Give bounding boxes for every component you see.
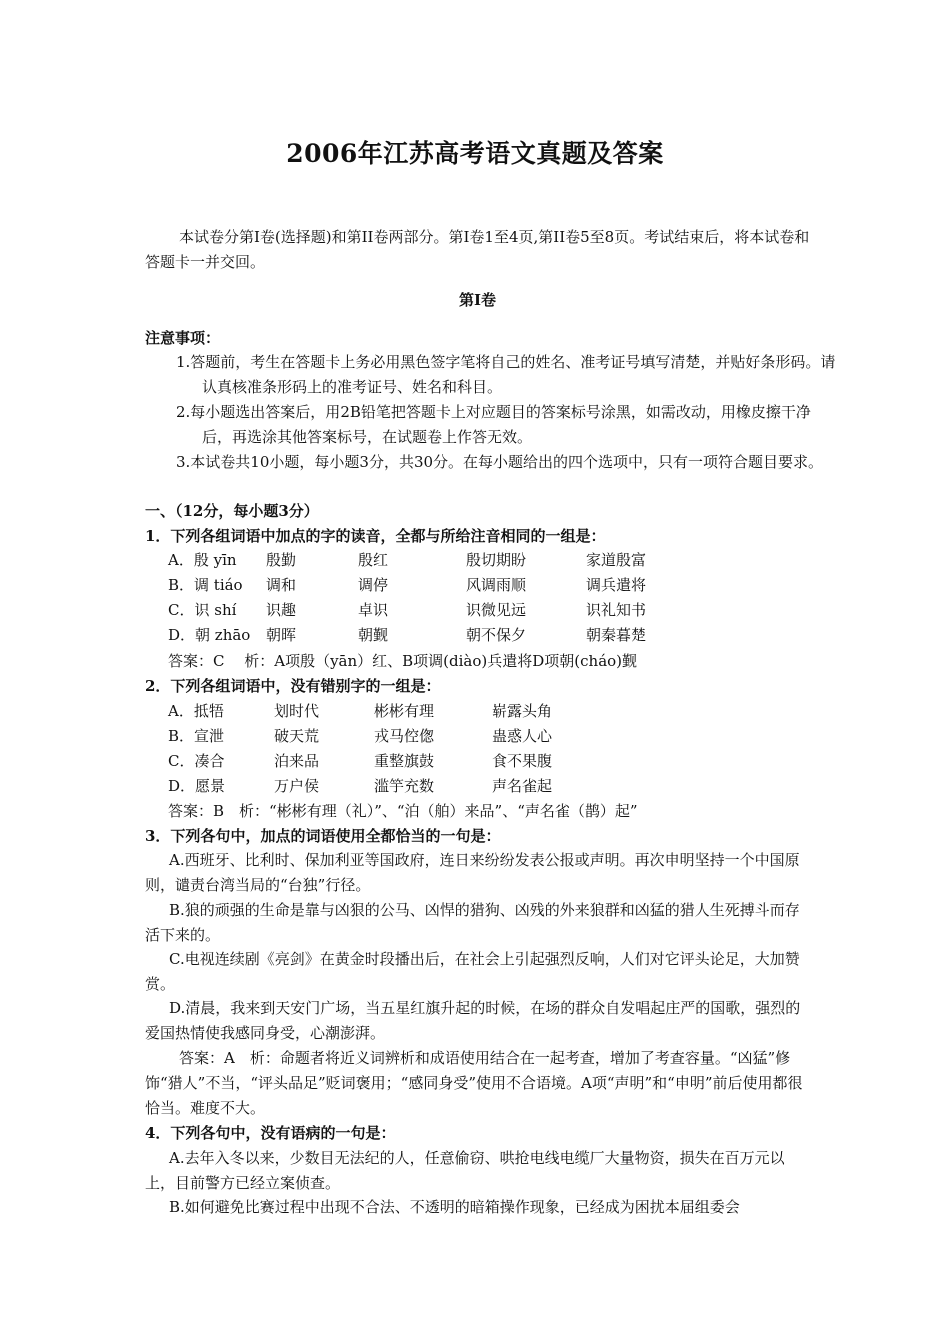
notice-item: 2.每小题选出答案后，用2B铅笔把答题卡上对应题目的答案标号涂黑，如需改动，用橡皮擦干净后，再选涂其他答案标号，在试题卷上作答无效。: [176, 403, 811, 446]
option-row: A．抵牾 划时代 彬彬有理 崭露头角: [168, 702, 553, 720]
question-stem: 3．下列各句中，加点的词语使用全都恰当的一句是：: [145, 827, 501, 845]
question-stem: 2．下列各组词语中，没有错别字的一组是：: [145, 677, 441, 695]
question-stem: 1．下列各组词语中加点的字的读音，全都与所给注音相同的一组是：: [145, 527, 606, 545]
option-row: B．宣泄 破天荒 戎马倥偬 蛊惑人心: [168, 727, 553, 745]
notice-item: 1.答题前，考生在答题卡上务必用黑色签字笔将自己的姓名、准考证号填写清楚，并贴好条形码。请认真核准条形码上的准考证号、姓名和科目。: [176, 353, 836, 396]
option-row: C．识 shí 识趣 卓识 识微见远 识礼知书: [168, 601, 647, 619]
option-paragraph: A.西班牙、比利时、保加利亚等国政府，连日来纷纷发表公报或声明。再次申明坚持一个中国原则，谴责台湾当局的“台独”行径。: [145, 851, 800, 894]
option-paragraph: D.清晨，我来到天安门广场，当五星红旗升起的时候，在场的群众自发唱起庄严的国歌，强烈的爱国热情使我感同身受，心潮澎湃。: [145, 999, 801, 1042]
answer-paragraph: 答案：A 析：命题者将近义词辨析和成语使用结合在一起考查，增加了考查容量。“凶猛”修饰“猎人”不当，“评头品足”贬词褒用；“感同身受”使用不合语境。A项“声明”和“申明”前后使用都很恰当。难度不大。: [145, 1049, 803, 1117]
page-title: 2006年江苏高考语文真题及答案: [286, 139, 664, 168]
option-row: D．朝 zhāo 朝晖 朝觐 朝不保夕 朝秦暮楚: [168, 626, 647, 644]
option-row: A．殷 yīn 殷勤 殷红 殷切期盼 家道殷富: [168, 551, 647, 569]
answer-line: 答案：C 析：A项殷（yān）红、B项调(diào)兵遣将D项朝(cháo)觐: [168, 652, 638, 670]
intro-paragraph: 本试卷分第I卷(选择题)和第II卷两部分。第I卷1至4页,第II卷5至8页。考试结束后，将本试卷和答题卡一并交回。: [145, 228, 810, 271]
option-paragraph: B.狼的顽强的生命是靠与凶狠的公马、凶悍的猎狗、凶残的外来狼群和凶猛的猎人生死搏斗而存活下来的。: [145, 901, 800, 944]
option-paragraph: C.电视连续剧《亮剑》在黄金时段播出后，在社会上引起强烈反响，人们对它评头论足，大加赞赏。: [145, 950, 800, 993]
option-row: D．愿景 万户侯 滥竽充数 声名雀起: [168, 777, 553, 795]
option-paragraph: A.去年入冬以来，少数目无法纪的人，任意偷窃、哄抢电线电缆厂大量物资，损失在百万元以上，目前警方已经立案侦查。: [145, 1149, 785, 1192]
question-stem: 4．下列各句中，没有语病的一句是：: [145, 1124, 396, 1142]
section-heading: 一、（12分，每小题3分）: [145, 502, 319, 520]
answer-line: 答案：B 析：“彬彬有理（礼）”、“泊（舶）来品”、“声名雀（鹊）起”: [168, 802, 638, 820]
option-row: B．调 tiáo 调和 调停 风调雨顺 调兵遣将: [168, 576, 647, 594]
notice-item: 3.本试卷共10小题，每小题3分，共30分。在每小题给出的四个选项中，只有一项符合题目要求。: [176, 453, 824, 471]
option-paragraph: B.如何避免比赛过程中出现不合法、不透明的暗箱操作现象，已经成为困扰本届组委会: [169, 1198, 740, 1216]
notice-heading: 注意事项：: [145, 329, 221, 347]
option-row: C．凑合 泊来品 重整旗鼓 食不果腹: [168, 752, 553, 770]
volume-heading: 第I卷: [458, 291, 497, 309]
